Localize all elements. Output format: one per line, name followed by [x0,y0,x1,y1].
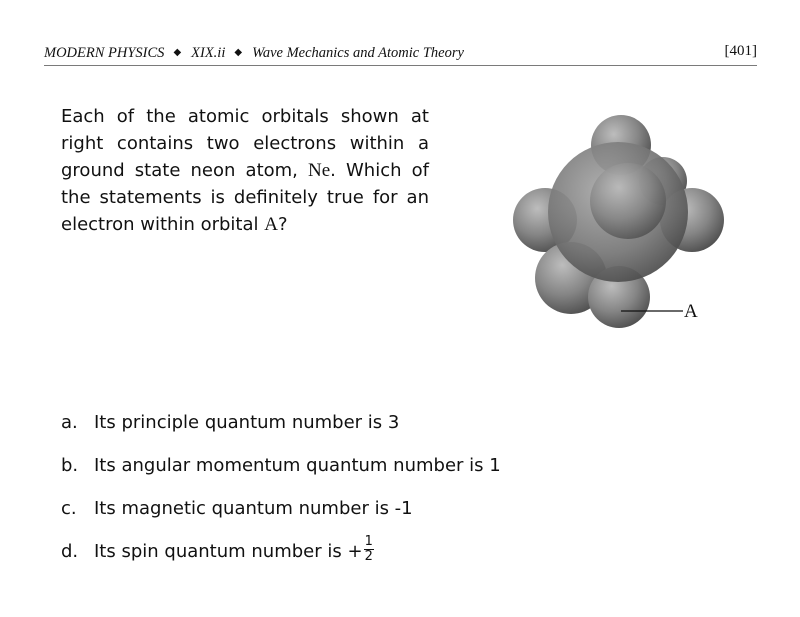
chapter-number: XIX.ii [191,45,226,61]
choice-letter: a. [61,412,78,433]
running-header [44,43,757,66]
header-separator-icon: ◆ [234,47,243,58]
question-part-1: Each of the atomic orbitals shown at right contains two electrons within a ground state neon atom, [61,106,429,181]
orbital-a-label: A [684,301,698,322]
choice-letter: d. [61,541,79,562]
orbital-diagram [505,110,730,335]
choice-text: Its spin quantum number is + [94,541,363,562]
header-separator-icon: ◆ [173,47,182,58]
orbital-core [590,163,666,239]
element-symbol: Ne [308,160,331,181]
question-text [61,103,429,238]
orbital-label: A [264,214,278,235]
page-number: [401] [724,43,757,59]
one-half-fraction [364,533,374,564]
section-title: Wave Mechanics and Atomic Theory [252,45,464,61]
choice-text: Its principle quantum number is 3 [94,412,400,433]
answer-choice-c[interactable] [61,494,501,537]
answer-choice-a[interactable] [61,408,501,451]
answer-choices [61,408,501,580]
answer-choice-b[interactable] [61,451,501,494]
fraction-numerator: 1 [364,533,373,549]
choice-text: Its angular momentum quantum number is 1 [94,455,501,476]
answer-choice-d[interactable] [61,533,501,580]
question-part-3: ? [277,214,288,235]
choice-letter: c. [61,498,77,519]
fraction-denominator: 2 [364,548,373,564]
book-title: MODERN PHYSICS [44,45,165,61]
choice-letter: b. [61,455,79,476]
choice-text: Its magnetic quantum number is -1 [94,498,413,519]
header-breadcrumb [44,45,464,62]
question-part-2: . Which of the statements is definitely true for an electron within orbital [61,160,429,235]
